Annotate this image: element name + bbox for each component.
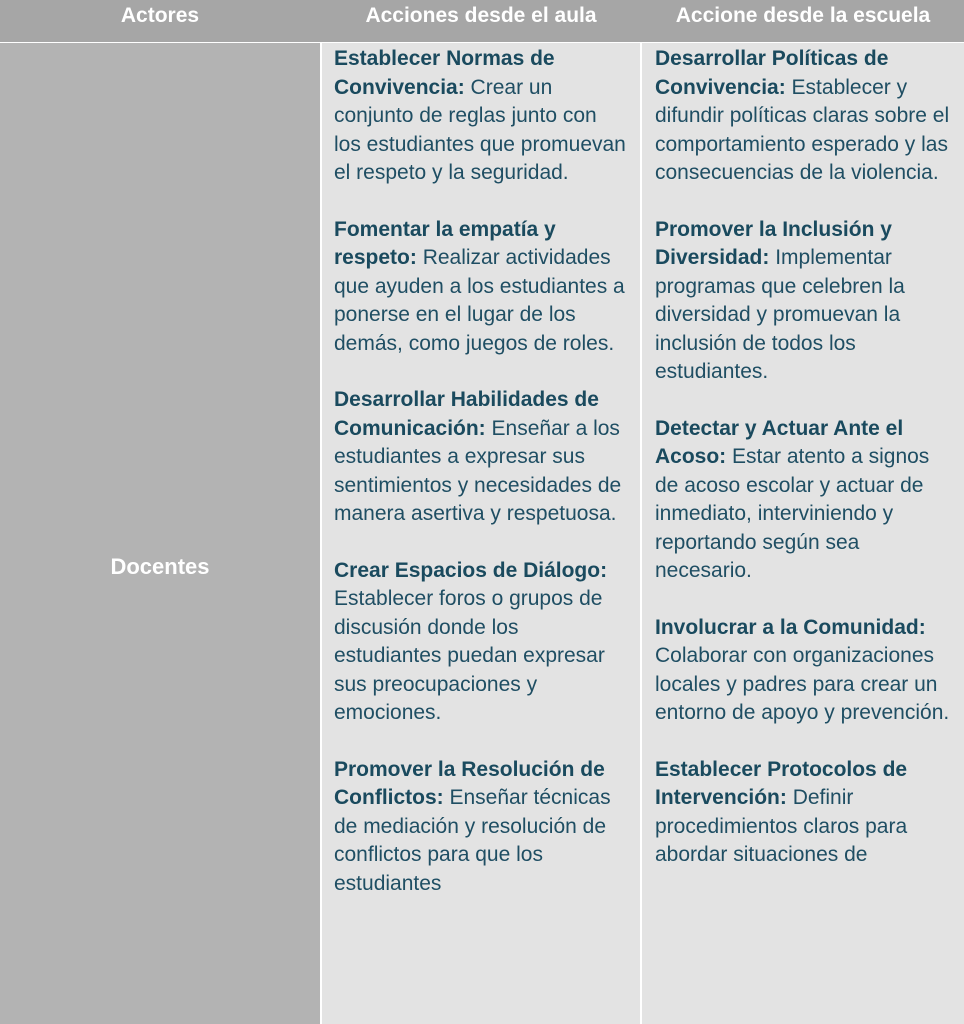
aula-column bbox=[322, 43, 640, 1024]
escuela-entry bbox=[655, 756, 954, 870]
entry-text: Definir procedimientos claros para abordar situaciones de bbox=[655, 786, 908, 866]
escuela-entry bbox=[655, 614, 954, 728]
entry-text: Crear un conjunto de reglas junto con los estudiantes que promuevan el respeto y la seguridad. bbox=[334, 75, 626, 184]
actor-cell bbox=[0, 43, 320, 1024]
entry-title: Detectar y Actuar Ante el Acoso: bbox=[655, 416, 904, 468]
actor-label: Docentes bbox=[110, 554, 210, 579]
entry-text: Establecer y difundir políticas claras sobre el comportamiento esperado y las consecuencias de la violencia. bbox=[655, 75, 950, 184]
entry-title: Establecer Normas de Convivencia: bbox=[334, 47, 555, 99]
entry-text: Implementar programas que celebren la diversidad y promuevan la inclusión de todos los estudiantes. bbox=[655, 246, 905, 383]
entry-title: Crear Espacios de Diálogo: bbox=[334, 558, 608, 582]
header-acciones-aula: Acciones desde el aula bbox=[365, 4, 597, 27]
aula-entry bbox=[334, 756, 628, 899]
entry-text: Establecer foros o grupos de discusión donde los estudiantes puedan expresar sus preocupaciones y emociones. bbox=[334, 587, 605, 724]
entry-title: Promover la Inclusión y Diversidad: bbox=[655, 217, 892, 269]
entry-title: Desarrollar Políticas de Convivencia: bbox=[655, 47, 889, 99]
escuela-column bbox=[642, 43, 964, 1024]
aula-entry bbox=[334, 386, 628, 529]
header-actores: Actores bbox=[120, 4, 200, 27]
aula-entry bbox=[334, 216, 628, 359]
aula-entry bbox=[334, 45, 628, 188]
header-acciones-escuela: Accione desde la escuela bbox=[675, 4, 931, 27]
entry-title: Involucrar a la Comunidad: bbox=[655, 615, 926, 639]
entry-text: Estar atento a signos de acoso escolar y actuar de inmediato, interviniendo y reportando según sea necesario. bbox=[655, 445, 930, 582]
entry-text: Colaborar con organizaciones locales y padres para crear un entorno de apoyo y prevención. bbox=[655, 644, 950, 724]
entry-title: Desarrollar Habilidades de Comunicación: bbox=[334, 388, 599, 440]
escuela-entry bbox=[655, 415, 954, 586]
entry-title: Promover la Resolución de Conflictos: bbox=[334, 757, 605, 809]
aula-entry bbox=[334, 557, 628, 728]
entry-text: Enseñar técnicas de mediación y resolución de conflictos para que los estudiantes bbox=[334, 786, 611, 895]
entry-title: Establecer Protocolos de Intervención: bbox=[655, 757, 908, 809]
escuela-entry bbox=[655, 216, 954, 387]
entry-title: Fomentar la empatía y respeto: bbox=[334, 217, 556, 269]
table-header bbox=[0, 0, 964, 42]
entry-text: Realizar actividades que ayuden a los estudiantes a ponerse en el lugar de los demás, como juegos de roles. bbox=[334, 246, 625, 355]
entry-text: Enseñar a los estudiantes a expresar sus sentimientos y necesidades de manera asertiva y respetuosa. bbox=[334, 416, 622, 525]
escuela-entry bbox=[655, 45, 954, 188]
